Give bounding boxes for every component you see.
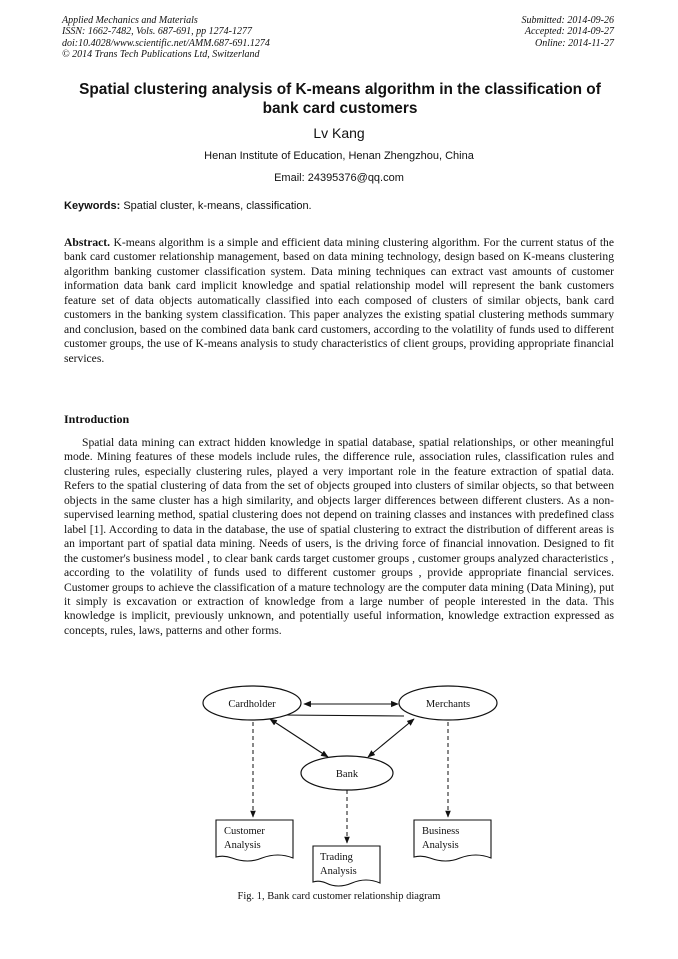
paper-title: Spatial clustering analysis of K-means algorithm in the classification of bank card customers xyxy=(79,81,601,117)
keywords-text: Spatial cluster, k-means, classification. xyxy=(123,200,312,212)
author-name: Lv Kang xyxy=(313,125,365,141)
merchants-bank-link xyxy=(368,719,414,757)
journal-doi: doi:10.4028/www.scientific.net/AMM.687-691.1274 xyxy=(62,37,270,49)
accepted-date: Accepted: 2014-09-27 xyxy=(524,26,614,38)
trading-analysis-label-1: Trading xyxy=(320,852,353,863)
journal-name: Applied Mechanics and Materials xyxy=(62,15,198,26)
figure-caption: Fig. 1, Bank card customer relationship diagram xyxy=(237,891,441,902)
cardholder-merchants-diagonal xyxy=(280,715,404,716)
section-heading-introduction: Introduction xyxy=(64,412,130,426)
keywords-label: Keywords: xyxy=(64,200,121,212)
introduction-paragraph: Spatial data mining can extract hidden knowledge in spatial database, spatial relationships, or other meaningful mode. Mining features of these models include rules, the difference rule, association rules, classification rules and clustering rules, especially clustering rules, played a very important role in the feature extraction of spatial data. Refers to the spatial clustering of data from the set of objects grouped into clusters of similar objects, so that between objects in the same cluster has a high similarity, and objects larger differences between different clusters. As a non-supervised learning method, spatial clustering does not depend on training classes and instances with predefined class label [1]. According to data in the database, the use of spatial clustering to extract the distribution of different areas is an important part of spatial data mining. Needs of users, is the driving force of financial innovation. Designed to fit the customer's business model , to clear bank cards target customer groups , customer groups analyzed characteristics , according to the volatility of funds used to different customer groups , provide appropriate financial services. Customer groups to achieve the classification of a mature technology are the computer data mining (Data Mining), put it simply is excavation or extraction of knowledge from a large number of people interested in the data. This knowledge is implicit, previously unknown, and potentially useful information, knowledge extraction expressed as concepts, rules, laws, patterns and other forms. xyxy=(64,436,614,637)
journal-copyright: © 2014 Trans Tech Publications Ltd, Switzerland xyxy=(62,49,260,61)
customer-analysis-label-2: Analysis xyxy=(224,840,261,851)
customer-analysis-label-1: Customer xyxy=(224,826,265,837)
trading-analysis-label-2: Analysis xyxy=(320,866,357,877)
cardholder-bank-link xyxy=(270,719,328,757)
merchants-label: Merchants xyxy=(425,699,471,710)
author-email: Email: 24395376@qq.com xyxy=(274,172,404,184)
cardholder-label: Cardholder xyxy=(228,699,276,710)
abstract-label: Abstract. xyxy=(64,236,111,249)
journal-issn: ISSN: 1662-7482, Vols. 687-691, pp 1274-1277 xyxy=(62,26,252,38)
abstract-text: K-means algorithm is a simple and efficient data mining clustering algorithm. For the current status of the bank card customer relationship management, based on data mining technology, design based on K-means clustering algorithm banking customer classification system. Data mining techniques can extract vast amounts of customer information data bank card implicit knowledge and spatial relationship model will represent the bank customers feature set of data objects automatically classified into each composed of clusters of similar objects, bank card customers in the banking system classification. This paper analyzes the existing spatial clustering methods summary and conclusion, based on the combined data bank card customers, according to the volatility of funds used to different customer groups, the use of K-means analysis to study characteristics of client groups, providing appropriate financial services. xyxy=(64,236,614,365)
business-analysis-label-1: Business xyxy=(422,826,460,837)
submitted-date: Submitted: 2014-09-26 xyxy=(521,15,614,26)
author-affiliation: Henan Institute of Education, Henan Zhengzhou, China xyxy=(204,150,474,162)
bank-label: Bank xyxy=(335,769,359,780)
online-date: Online: 2014-11-27 xyxy=(535,37,614,49)
business-analysis-label-2: Analysis xyxy=(422,840,459,851)
